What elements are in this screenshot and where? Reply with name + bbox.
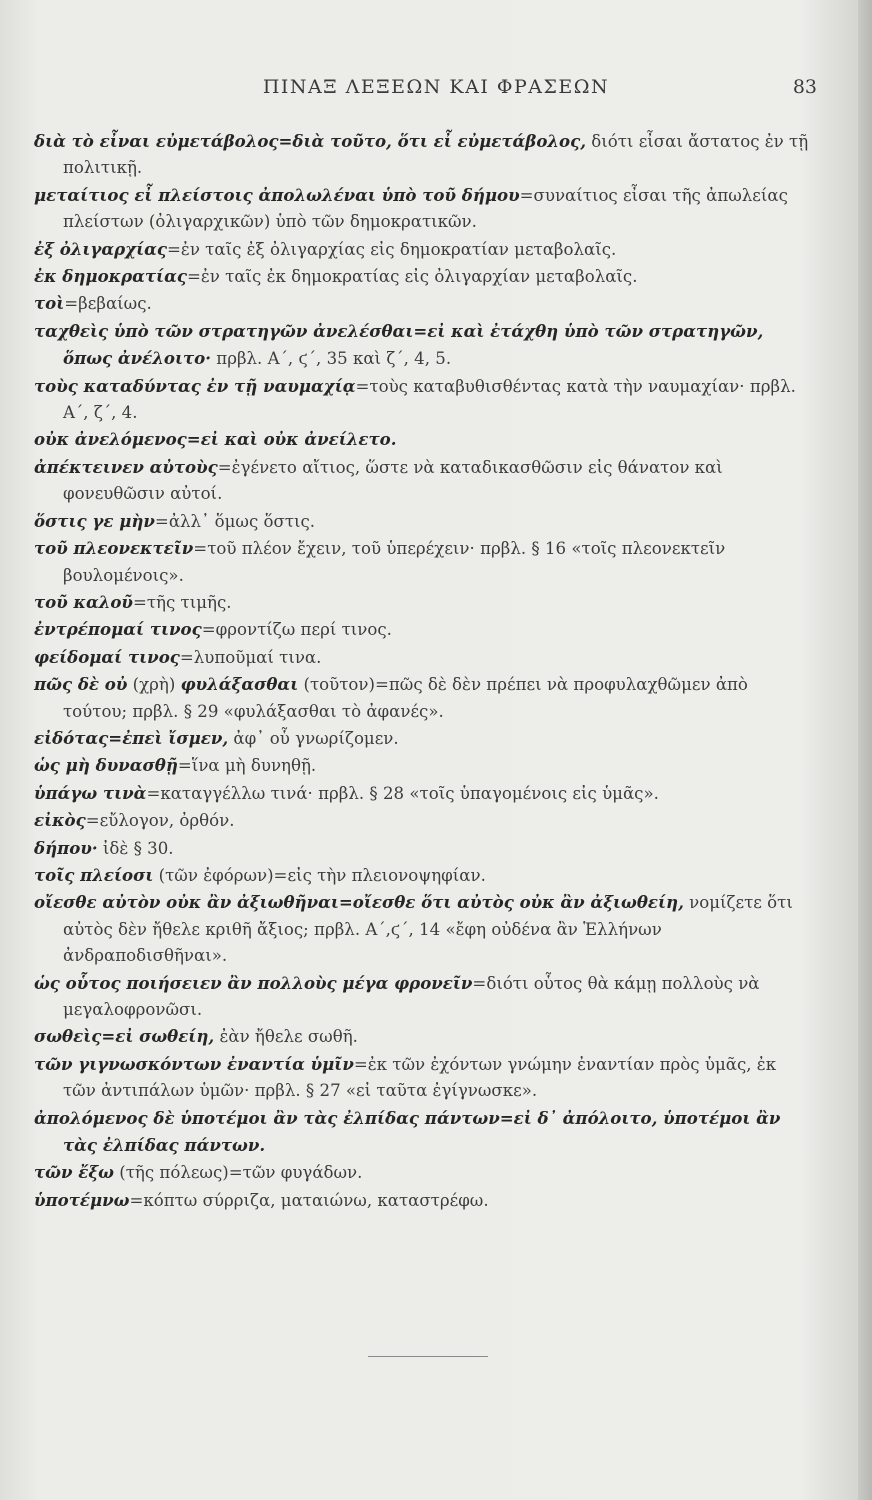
glossary-entry xyxy=(0,589,872,616)
entry-definition: =εὔλογον, ὀρθόν. xyxy=(85,811,235,831)
entry-term: ὅστις γε μὴν xyxy=(34,510,155,531)
entry-term: τῶν ἔξω xyxy=(34,1162,114,1183)
entry-definition: =ἐγένετο αἴτιος, ὥστε νὰ καταδικασθῶσιν εἰς θάνατον καὶ φονευθῶσιν αὐτοί. xyxy=(63,457,723,504)
glossary-entry xyxy=(0,1105,872,1160)
entry-definition: πρβλ. Α΄, ϛ΄, 35 καὶ ζ΄, 4, 5. xyxy=(211,349,452,369)
entry-definition: ἀφ᾽ οὗ γνωρίζομεν. xyxy=(228,728,399,748)
glossary-entry xyxy=(0,426,872,453)
entry-term: τοῦ πλεονεκτεῖν xyxy=(34,538,194,559)
entry-term: τοῖς πλείοσι xyxy=(34,864,154,885)
entry-term: πῶς δὲ οὐ xyxy=(34,674,128,695)
entry-definition: ἰδὲ § 30. xyxy=(97,838,174,858)
entry-term: τοῦ καλοῦ xyxy=(34,591,133,612)
glossary-entry xyxy=(0,318,872,373)
entry-term: μεταίτιος εἶ πλείστοις ἀπολωλέναι ὑπὸ τοῦ δήμου xyxy=(34,184,520,205)
page-number: 83 xyxy=(792,76,817,98)
glossary-entry xyxy=(0,290,872,317)
entry-term: φυλάξασθαι xyxy=(180,674,299,695)
entry-term: ὑπάγω τινὰ xyxy=(34,782,147,803)
entry-term: ὡς οὗτος ποιήσειεν ἂν πολλοὺς μέγα φρονεῖν xyxy=(34,972,473,993)
glossary-entry xyxy=(0,236,872,263)
entry-definition: διότι εἶσαι ἄστατος ἐν τῇ πολιτικῇ. xyxy=(63,132,809,178)
glossary-entry xyxy=(0,182,872,236)
glossary-entry xyxy=(0,508,872,535)
entry-definition: (τοῦτον)=πῶς δὲ δὲν πρέπει νὰ προφυλαχθῶμεν ἀπὸ τούτου; πρβλ. § 29 «φυλάξασθαι τὸ ἀφανές». xyxy=(63,675,748,721)
entry-definition: =ἐκ τῶν ἐχόντων γνώμην ἐναντίαν πρὸς ὑμᾶς, ἐκ τῶν ἀντιπάλων ὑμῶν· πρβλ. § 27 «εἰ ταῦτα ἐγίγνωσκε». xyxy=(63,1054,777,1101)
entry-definition: (τῆς πόλεως)=τῶν φυγάδων. xyxy=(113,1163,363,1183)
glossary-entry xyxy=(0,807,872,834)
entry-term: φείδομαί τινος xyxy=(34,646,180,667)
glossary-entries xyxy=(0,128,872,1214)
glossary-entry xyxy=(0,1023,872,1050)
glossary-entry xyxy=(0,671,872,725)
glossary-entry xyxy=(0,725,872,752)
entry-term: ὑποτέμνω xyxy=(34,1189,130,1210)
entry-term: διὰ τὸ εἶναι εὐμετάβολος=διὰ τοῦτο, ὅτι εἶ εὐμετάβολος, xyxy=(34,131,586,151)
glossary-entry xyxy=(0,835,872,862)
entry-definition: =φροντίζω περί τινος. xyxy=(201,620,392,640)
entry-definition: =καταγγέλλω τινά· πρβλ. § 28 «τοῖς ὑπαγομένοις εἰς ὑμᾶς». xyxy=(146,783,659,803)
entry-term: οὐκ ἀνελόμενος=εἰ καὶ οὐκ ἀνείλετο. xyxy=(34,429,397,450)
glossary-entry xyxy=(0,889,872,969)
entry-definition: =βεβαίως. xyxy=(64,294,152,314)
glossary-entry xyxy=(0,1159,872,1186)
entry-term: ὡς μὴ δυνασθῇ xyxy=(34,755,178,776)
glossary-entry xyxy=(0,454,872,508)
entry-definition: νομίζετε ὅτι αὐτὸς δὲν ἤθελε κριθῆ ἄξιος; πρβλ. Α΄,ϛ΄, 14 «ἔφη οὐδένα ἂν Ἑλλήνων ἀνδραποδισθῆναι». xyxy=(63,893,793,966)
glossary-entry xyxy=(0,862,872,889)
entry-term: τῶν γιγνωσκόντων ἐναντία ὑμῖν xyxy=(34,1053,354,1074)
glossary-entry xyxy=(0,780,872,807)
entry-definition: =τοὺς καταβυθισθέντας κατὰ τὴν ναυμαχίαν· πρβλ. Α΄, ζ΄, 4. xyxy=(63,376,796,423)
entry-term: ταχθεὶς ὑπὸ τῶν στρατηγῶν ἀνελέσθαι=εἰ καὶ ἐτάχθη ὑπὸ τῶν στρατηγῶν, ὅπως ἀνέλοιτο· xyxy=(34,320,764,369)
entry-term: δήπου· xyxy=(34,837,98,858)
entry-term: τοὶ xyxy=(34,293,65,314)
entry-definition: ἐὰν ἤθελε σωθῆ. xyxy=(214,1027,358,1047)
glossary-entry xyxy=(0,616,872,643)
entry-term: ἀπολόμενος δὲ ὑποτέμοι ἂν τὰς ἐλπίδας πάντων=εἰ δ᾽ ἀπόλοιτο, ὑποτέμοι ἂν τὰς ἐλπίδας πάντων. xyxy=(34,1107,781,1156)
glossary-entry xyxy=(0,1051,872,1105)
glossary-entry xyxy=(0,373,872,427)
entry-term: σωθεὶς=εἰ σωθείη, xyxy=(34,1026,215,1047)
entry-term: ἀπέκτεινεν αὐτοὺς xyxy=(34,456,218,477)
entry-definition: =κόπτω σύρριζα, ματαιώνω, καταστρέφω. xyxy=(129,1190,489,1210)
entry-term: ἐξ ὀλιγαρχίας xyxy=(34,238,168,259)
glossary-entry xyxy=(0,644,872,671)
entry-definition: (χρὴ) xyxy=(127,675,181,695)
closing-rule xyxy=(368,1356,488,1357)
glossary-entry xyxy=(0,128,872,182)
glossary-entry xyxy=(0,970,872,1024)
entry-term: τοὺς καταδύντας ἐν τῇ ναυμαχίᾳ xyxy=(34,375,356,396)
entry-definition: =τοῦ πλέον ἔχειν, τοῦ ὑπερέχειν· πρβλ. § 16 «τοῖς πλεονεκτεῖν βουλομένοις». xyxy=(63,539,726,585)
entry-term: ἐντρέπομαί τινος xyxy=(34,619,202,640)
entry-definition: =ἐν ταῖς ἐξ ὀλιγαρχίας εἰς δημοκρατίαν μεταβολαῖς. xyxy=(167,239,617,259)
entry-definition: =ἵνα μὴ δυνηθῇ. xyxy=(177,756,317,776)
entry-term: οἴεσθε αὐτὸν οὐκ ἂν ἀξιωθῆναι=οἴεσθε ὅτι αὐτὸς οὐκ ἂν ἀξιωθείη, xyxy=(34,892,684,913)
entry-definition: =διότι οὗτος θὰ κάμῃ πολλοὺς νὰ μεγαλοφρονῶσι. xyxy=(63,973,760,1019)
glossary-entry xyxy=(0,1187,872,1214)
page-header xyxy=(0,76,872,106)
entry-definition: =τῆς τιμῆς. xyxy=(132,592,232,612)
entry-term: εἰδότας=ἐπεὶ ἴσμεν, xyxy=(34,727,229,748)
entry-definition: (τῶν ἐφόρων)=εἰς τὴν πλειονοψηφίαν. xyxy=(153,865,486,885)
glossary-entry xyxy=(0,535,872,589)
entry-term: εἰκὸς xyxy=(34,810,86,831)
entry-definition: =ἀλλ᾽ ὅμως ὅστις. xyxy=(154,511,316,531)
running-title: ΠΙΝΑΞ ΛΕΞΕΩΝ ΚΑΙ ΦΡΑΣΕΩΝ xyxy=(262,76,610,98)
glossary-entry xyxy=(0,752,872,779)
entry-definition: =ἐν ταῖς ἐκ δημοκρατίας εἰς ὀλιγαρχίαν μεταβολαῖς. xyxy=(186,267,638,287)
entry-term: ἐκ δημοκρατίας xyxy=(34,266,187,287)
entry-definition: =λυποῦμαί τινα. xyxy=(179,647,322,667)
entry-definition: =συναίτιος εἶσαι τῆς ἀπωλείας πλείστων (ὀλιγαρχικῶν) ὑπὸ τῶν δημοκρατικῶν. xyxy=(63,185,788,232)
glossary-entry xyxy=(0,263,872,290)
